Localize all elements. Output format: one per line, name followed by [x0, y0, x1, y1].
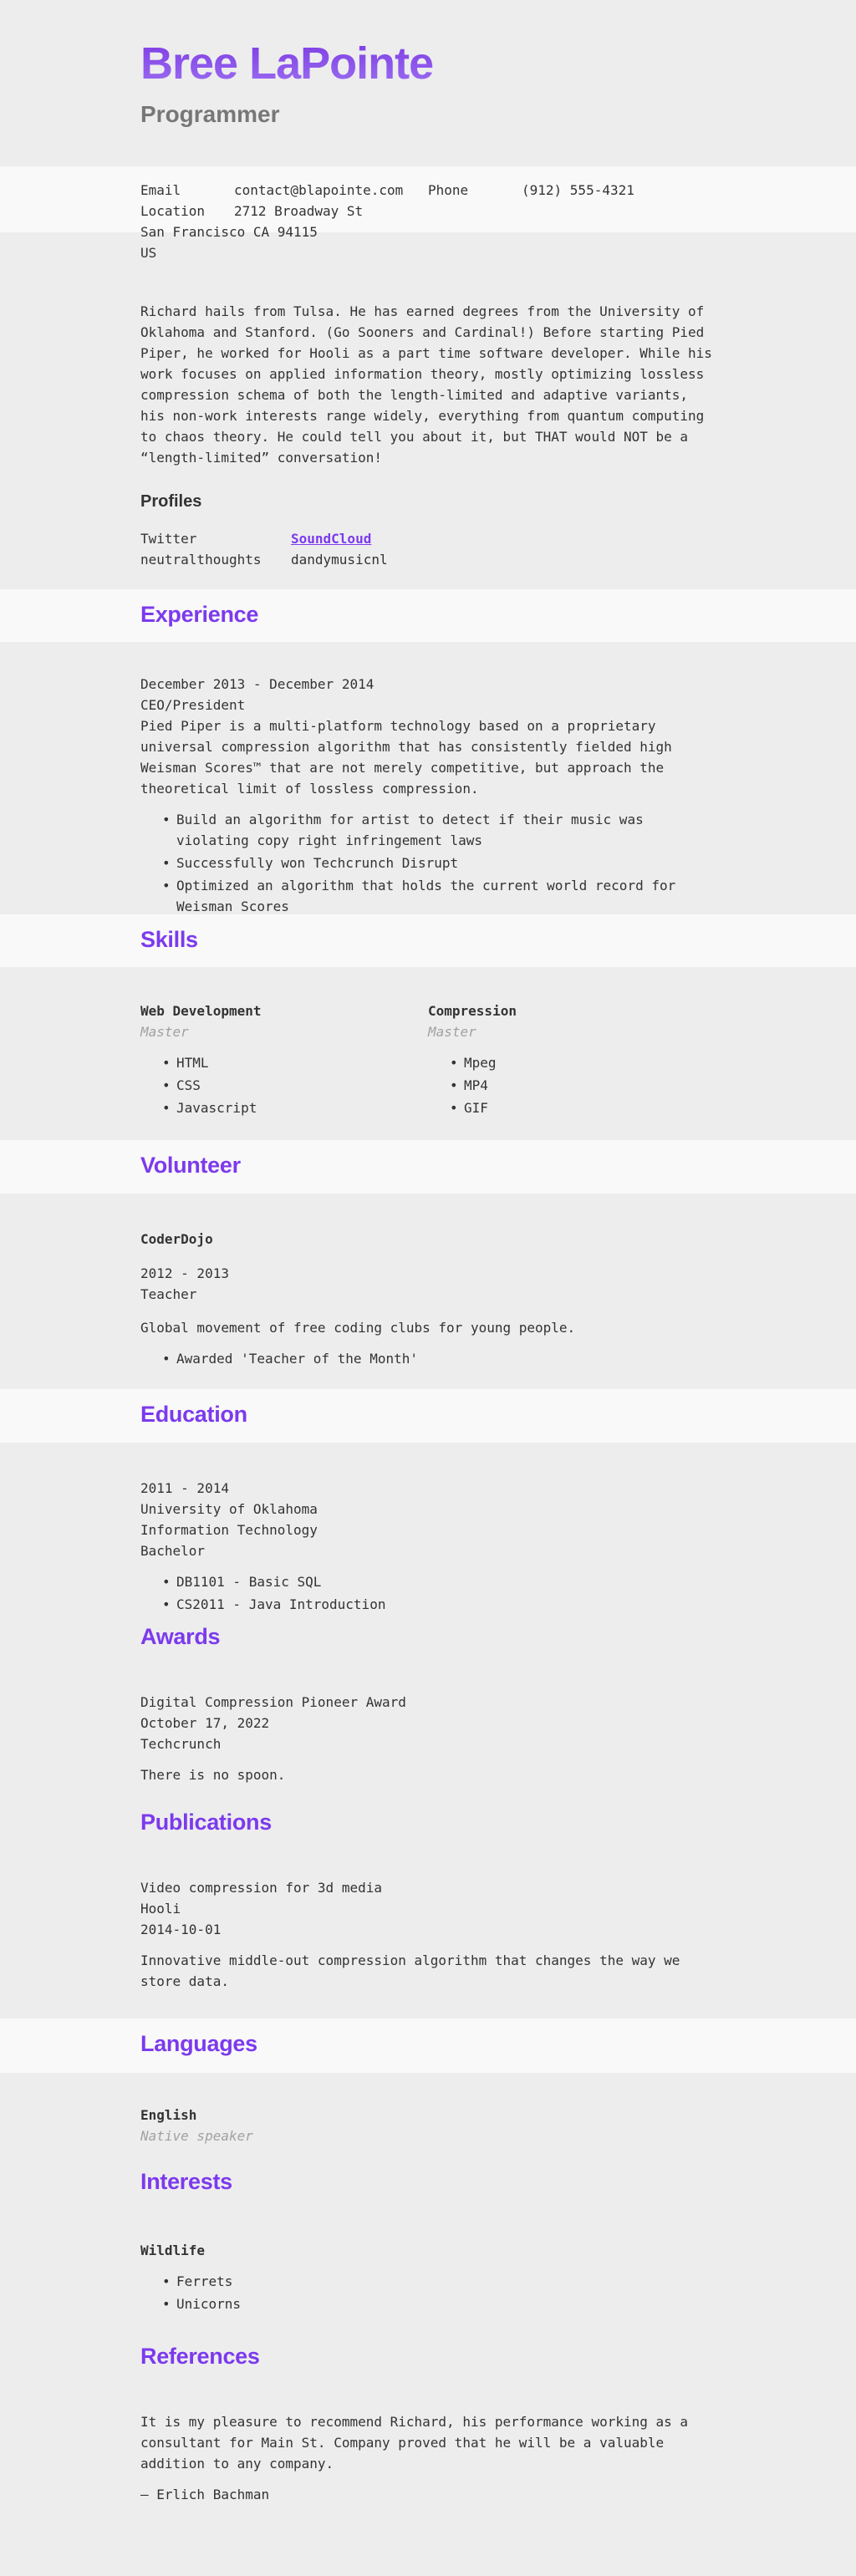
page-title: Bree LaPointe	[140, 38, 716, 89]
profile-username: dandymusicnl	[291, 552, 388, 568]
publication-name: Video compression for 3d media	[140, 1880, 382, 1896]
phone-label: Phone	[428, 182, 469, 198]
list-item: • HTML	[140, 1052, 428, 1073]
skills-heading: Skills	[140, 927, 198, 952]
profile-twitter	[140, 528, 291, 570]
interest-keywords	[140, 2271, 716, 2314]
experience-summary: Pied Piper is a multi-platform technology based on a proprietary universal compression algorithm that has consistently fielded high Weisman Scores™ that are not merely competitive, but approach the theoretical limit of lossless compression.	[140, 718, 672, 797]
volunteer-heading: Volunteer	[140, 1153, 241, 1178]
experience-highlights	[140, 809, 716, 917]
publication-entry	[140, 1877, 716, 1940]
education-dates: 2011 - 2014	[140, 1480, 229, 1496]
awards-heading: Awards	[140, 1624, 221, 1649]
education-institution: University of Oklahoma	[140, 1501, 318, 1517]
volunteer-body	[0, 1194, 856, 1389]
list-item: • Successfully won Techcrunch Disrupt	[140, 853, 716, 873]
skill-keywords	[140, 1052, 428, 1118]
skills-body	[0, 967, 856, 1140]
list-item: • Ferrets	[140, 2271, 716, 2292]
contact-section	[0, 166, 856, 261]
award-entry	[140, 1692, 716, 1754]
skill-name: Web Development	[140, 1003, 262, 1019]
education-entry	[140, 1478, 716, 1561]
volunteer-position: Teacher	[140, 1286, 197, 1302]
skill-group-compression	[428, 1000, 716, 1118]
contact-email	[140, 180, 428, 201]
volunteer-organization: CoderDojo	[140, 1231, 213, 1247]
interest-name: Wildlife	[140, 2243, 206, 2258]
education-degree: Bachelor	[140, 1543, 206, 1559]
job-title-label: Programmer	[140, 101, 280, 127]
experience-dates: December 2013 - December 2014	[140, 676, 374, 692]
award-date: October 17, 2022	[140, 1715, 270, 1731]
publication-publisher: Hooli	[140, 1901, 181, 1917]
education-courses	[140, 1571, 716, 1615]
references-heading: References	[140, 2344, 260, 2369]
education-awards-publications	[0, 1443, 856, 2019]
email-label: Email	[140, 182, 181, 198]
reference-text: It is my pleasure to recommend Richard, his performance working as a consultant for Main St. Company proved that he will be a valuable addition to any company.	[140, 2414, 689, 2472]
volunteer-meta	[140, 1263, 716, 1305]
list-item: • CS2011 - Java Introduction	[140, 1594, 716, 1615]
education-heading: Education	[140, 1402, 247, 1427]
email-value: contact@blapointe.com	[234, 182, 404, 198]
skill-level: Master	[428, 1024, 476, 1040]
about-section	[0, 232, 856, 589]
list-item: • Unicorns	[140, 2293, 716, 2314]
address-city: San Francisco CA 94115	[140, 224, 318, 240]
list-item: • DB1101 - Basic SQL	[140, 1571, 716, 1592]
volunteer-summary: Global movement of free coding clubs for young people.	[140, 1320, 576, 1336]
list-item: • Build an algorithm for artist to detect if their music was violating copy right infringement laws	[140, 809, 716, 851]
profile-username: neutralthoughts	[140, 552, 262, 568]
award-title: Digital Compression Pioneer Award	[140, 1694, 406, 1710]
award-awarder: Techcrunch	[140, 1736, 222, 1752]
profiles-list	[140, 528, 716, 570]
publications-heading: Publications	[140, 1810, 272, 1835]
contact-location	[140, 201, 428, 263]
volunteer-heading-band	[0, 1140, 856, 1194]
profile-network: Twitter	[140, 531, 197, 547]
skill-group-web	[140, 1000, 428, 1118]
phone-value: (912) 555-4321	[522, 182, 634, 198]
profiles-heading: Profiles	[140, 492, 202, 511]
address-country: US	[140, 245, 157, 261]
volunteer-highlights	[140, 1348, 716, 1369]
list-item: • Javascript	[140, 1097, 428, 1118]
skill-keywords	[428, 1052, 716, 1118]
location-label: Location	[140, 203, 206, 219]
volunteer-dates: 2012 - 2013	[140, 1265, 229, 1281]
experience-heading: Experience	[140, 602, 259, 627]
experience-body	[0, 642, 856, 914]
list-item: • CSS	[140, 1075, 428, 1096]
skill-level: Master	[140, 1024, 189, 1040]
education-area: Information Technology	[140, 1522, 318, 1538]
profile-soundcloud	[291, 528, 388, 570]
publication-summary: Innovative middle-out compression algorithm that changes the way we store data.	[140, 1952, 680, 1989]
list-item: • Awarded 'Teacher of the Month'	[140, 1348, 716, 1369]
list-item: • Mpeg	[428, 1052, 716, 1073]
about-text: Richard hails from Tulsa. He has earned degrees from the University of Oklahoma and Stanford. (Go Sooners and Cardinal!) Before starting Pied Piper, he worked for Hooli as a part time software developer. While his work focuses on applied information theory, mostly optimizing lossless compression schema of both the length-limited and adaptive variants, his non-work interests range widely, everything from quantum computing to chaos theory. He could tell you about it, but THAT would NOT be a “length-limited” conversation!	[140, 303, 712, 466]
soundcloud-link[interactable]: SoundCloud	[291, 531, 372, 547]
skills-heading-band	[0, 914, 856, 967]
language-fluency: Native speaker	[140, 2128, 253, 2144]
skill-name: Compression	[428, 1003, 517, 1019]
award-summary: There is no spoon.	[140, 1767, 286, 1783]
experience-entry	[140, 674, 716, 799]
languages-heading: Languages	[140, 2031, 257, 2056]
contact-phone	[428, 180, 716, 201]
list-item: • GIF	[428, 1097, 716, 1118]
reference-attribution: — Erlich Bachman	[140, 2487, 270, 2502]
address-street: 2712 Broadway St	[234, 203, 364, 219]
publication-date: 2014-10-01	[140, 1922, 222, 1937]
list-item: • MP4	[428, 1075, 716, 1096]
language-name: English	[140, 2107, 197, 2123]
experience-title: CEO/President	[140, 697, 246, 713]
header-section	[0, 0, 856, 166]
list-item: • Optimized an algorithm that holds the current world record for Weisman Scores	[140, 875, 716, 917]
education-heading-band	[0, 1389, 856, 1443]
languages-heading-band	[0, 2019, 856, 2073]
languages-interests-references	[0, 2073, 856, 2576]
experience-heading-band	[0, 589, 856, 642]
interests-heading: Interests	[140, 2169, 232, 2194]
